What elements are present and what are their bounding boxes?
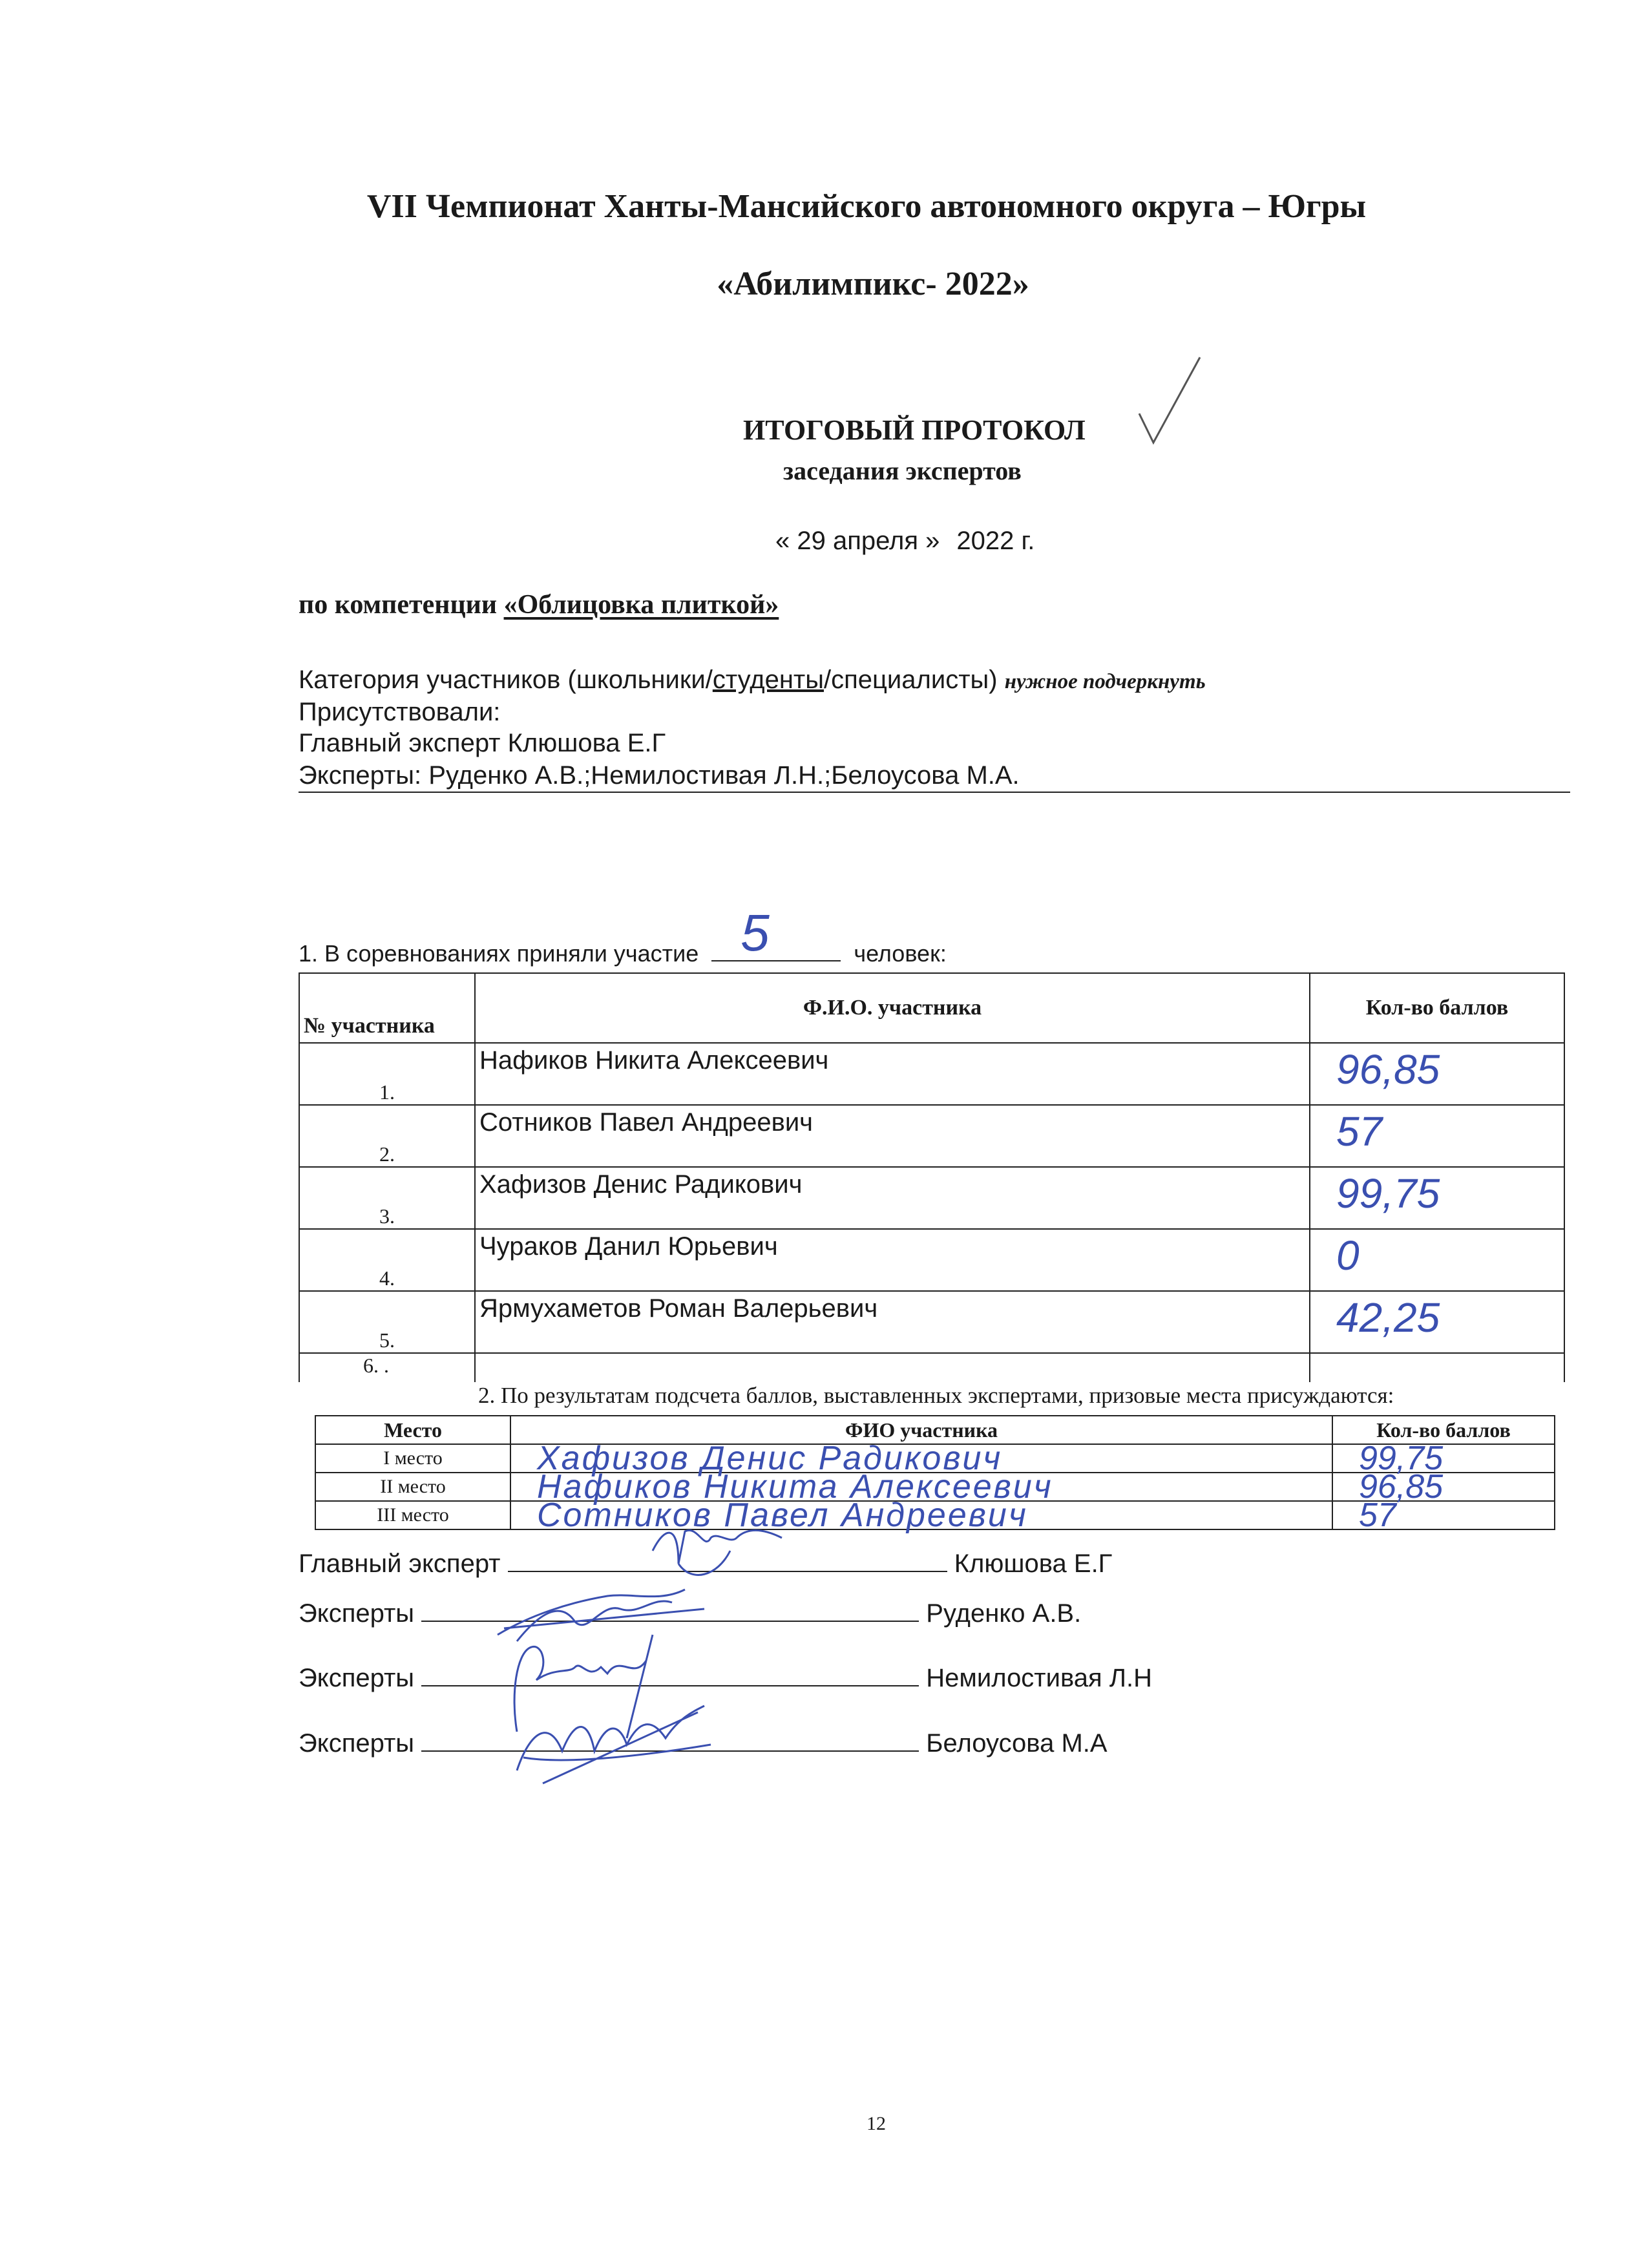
participant-name bbox=[475, 1353, 1310, 1382]
column-header-name: Ф.И.О. участника bbox=[475, 973, 1310, 1043]
signature-label: Эксперты bbox=[299, 1664, 415, 1692]
category-hint: нужное подчеркнуть bbox=[1004, 670, 1206, 693]
participant-name: Сотников Павел Андреевич bbox=[475, 1105, 1310, 1167]
participants-table bbox=[299, 972, 1565, 1382]
participants-line-prefix: 1. В соревнованиях приняли участие bbox=[299, 940, 699, 967]
prize-score: 57 bbox=[1332, 1501, 1555, 1529]
participants-count: 5 bbox=[740, 904, 770, 961]
participant-number: 3. bbox=[299, 1167, 475, 1229]
signature-name: Белоусова М.А bbox=[926, 1729, 1108, 1758]
signature-line-expert-2 bbox=[299, 1664, 1152, 1693]
table-row bbox=[299, 1105, 1564, 1167]
participant-name: Ярмухаметов Роман Валерьевич bbox=[475, 1291, 1310, 1353]
column-header-number: № участника bbox=[299, 973, 475, 1043]
column-header-place: Место bbox=[315, 1416, 510, 1444]
table-row bbox=[299, 1229, 1564, 1291]
prize-score: 99,75 bbox=[1332, 1444, 1555, 1473]
prize-winner-name: Нафиков Никита Алексеевич bbox=[510, 1473, 1332, 1501]
table-row bbox=[299, 1043, 1564, 1105]
participant-score: 57 bbox=[1310, 1105, 1564, 1167]
event-title: «Абилимпикс- 2022» bbox=[717, 266, 1029, 302]
competence-name: «Облицовка плиткой» bbox=[503, 590, 779, 620]
participant-score bbox=[1310, 1353, 1564, 1382]
competence-line bbox=[299, 589, 779, 620]
category-selected: студенты bbox=[712, 666, 824, 694]
participant-number: 1. bbox=[299, 1043, 475, 1105]
signature-name: Клюшова Е.Г bbox=[954, 1549, 1113, 1578]
participants-table-header bbox=[299, 973, 1564, 1043]
prize-place: III место bbox=[315, 1501, 510, 1529]
page-number: 12 bbox=[867, 2113, 886, 2134]
competence-prefix: по компетенции bbox=[299, 590, 504, 620]
protocol-subtitle: заседания экспертов bbox=[783, 456, 1022, 485]
date-year: 2022 г. bbox=[956, 527, 1035, 555]
participants-line-suffix: человек: bbox=[854, 940, 947, 967]
table-row bbox=[299, 1291, 1564, 1353]
table-row bbox=[315, 1501, 1555, 1529]
protocol-date bbox=[775, 527, 1035, 556]
participant-score: 42,25 bbox=[1310, 1291, 1564, 1353]
expert-3-signature bbox=[504, 1693, 724, 1796]
category-prefix: Категория участников (школьники/ bbox=[299, 666, 713, 694]
category-suffix: /специалисты) bbox=[824, 666, 998, 694]
present-label: Присутствовали: bbox=[299, 698, 501, 726]
participant-number: 5. bbox=[299, 1291, 475, 1353]
championship-title: VII Чемпионат Ханты-Мансийского автономного округа – Югры bbox=[366, 188, 1367, 225]
participant-score: 96,85 bbox=[1310, 1043, 1564, 1105]
signature-label: Эксперты bbox=[299, 1729, 415, 1758]
signature-label: Главный эксперт bbox=[299, 1549, 501, 1578]
signature-label: Эксперты bbox=[299, 1599, 415, 1628]
participant-number: 2. bbox=[299, 1105, 475, 1167]
column-header-score: Кол-во баллов bbox=[1310, 973, 1564, 1043]
chief-expert-line: Главный эксперт Клюшова Е.Г bbox=[299, 729, 666, 757]
participant-name: Хафизов Денис Радикович bbox=[475, 1167, 1310, 1229]
participant-number: 4. bbox=[299, 1229, 475, 1291]
experts-line: Эксперты: Руденко А.В.;Немилостивая Л.Н.;Белоусова М.А. bbox=[299, 761, 1570, 793]
column-header-fio: ФИО участника bbox=[510, 1416, 1332, 1444]
results-line: 2. По результатам подсчета баллов, выставленных экспертами, призовые места присуждаются: bbox=[478, 1383, 1394, 1408]
prize-place: II место bbox=[315, 1473, 510, 1501]
participants-count-field bbox=[711, 904, 841, 961]
protocol-title: ИТОГОВЫЙ ПРОТОКОЛ bbox=[743, 414, 1086, 446]
participant-name: Чураков Данил Юрьевич bbox=[475, 1229, 1310, 1291]
participant-score: 0 bbox=[1310, 1229, 1564, 1291]
participant-score: 99,75 bbox=[1310, 1167, 1564, 1229]
prize-place: I место bbox=[315, 1444, 510, 1473]
table-row bbox=[299, 1353, 1564, 1382]
signature-name: Немилостивая Л.Н bbox=[926, 1664, 1153, 1692]
participant-category bbox=[299, 666, 1206, 695]
checkmark-icon bbox=[1134, 352, 1205, 449]
participants-count-line bbox=[299, 904, 947, 967]
column-header-score: Кол-во баллов bbox=[1332, 1416, 1555, 1444]
prize-winner-name: Сотников Павел Андреевич bbox=[510, 1501, 1332, 1529]
prize-winner-name: Хафизов Денис Радикович bbox=[510, 1444, 1332, 1473]
date-day-month: « 29 апреля » bbox=[775, 527, 940, 555]
participant-number: 6. . bbox=[299, 1353, 475, 1382]
signature-name: Руденко А.В. bbox=[926, 1599, 1082, 1628]
prizes-table bbox=[315, 1415, 1555, 1534]
participant-name: Нафиков Никита Алексеевич bbox=[475, 1043, 1310, 1105]
prize-score: 96,85 bbox=[1332, 1473, 1555, 1501]
table-row bbox=[299, 1167, 1564, 1229]
